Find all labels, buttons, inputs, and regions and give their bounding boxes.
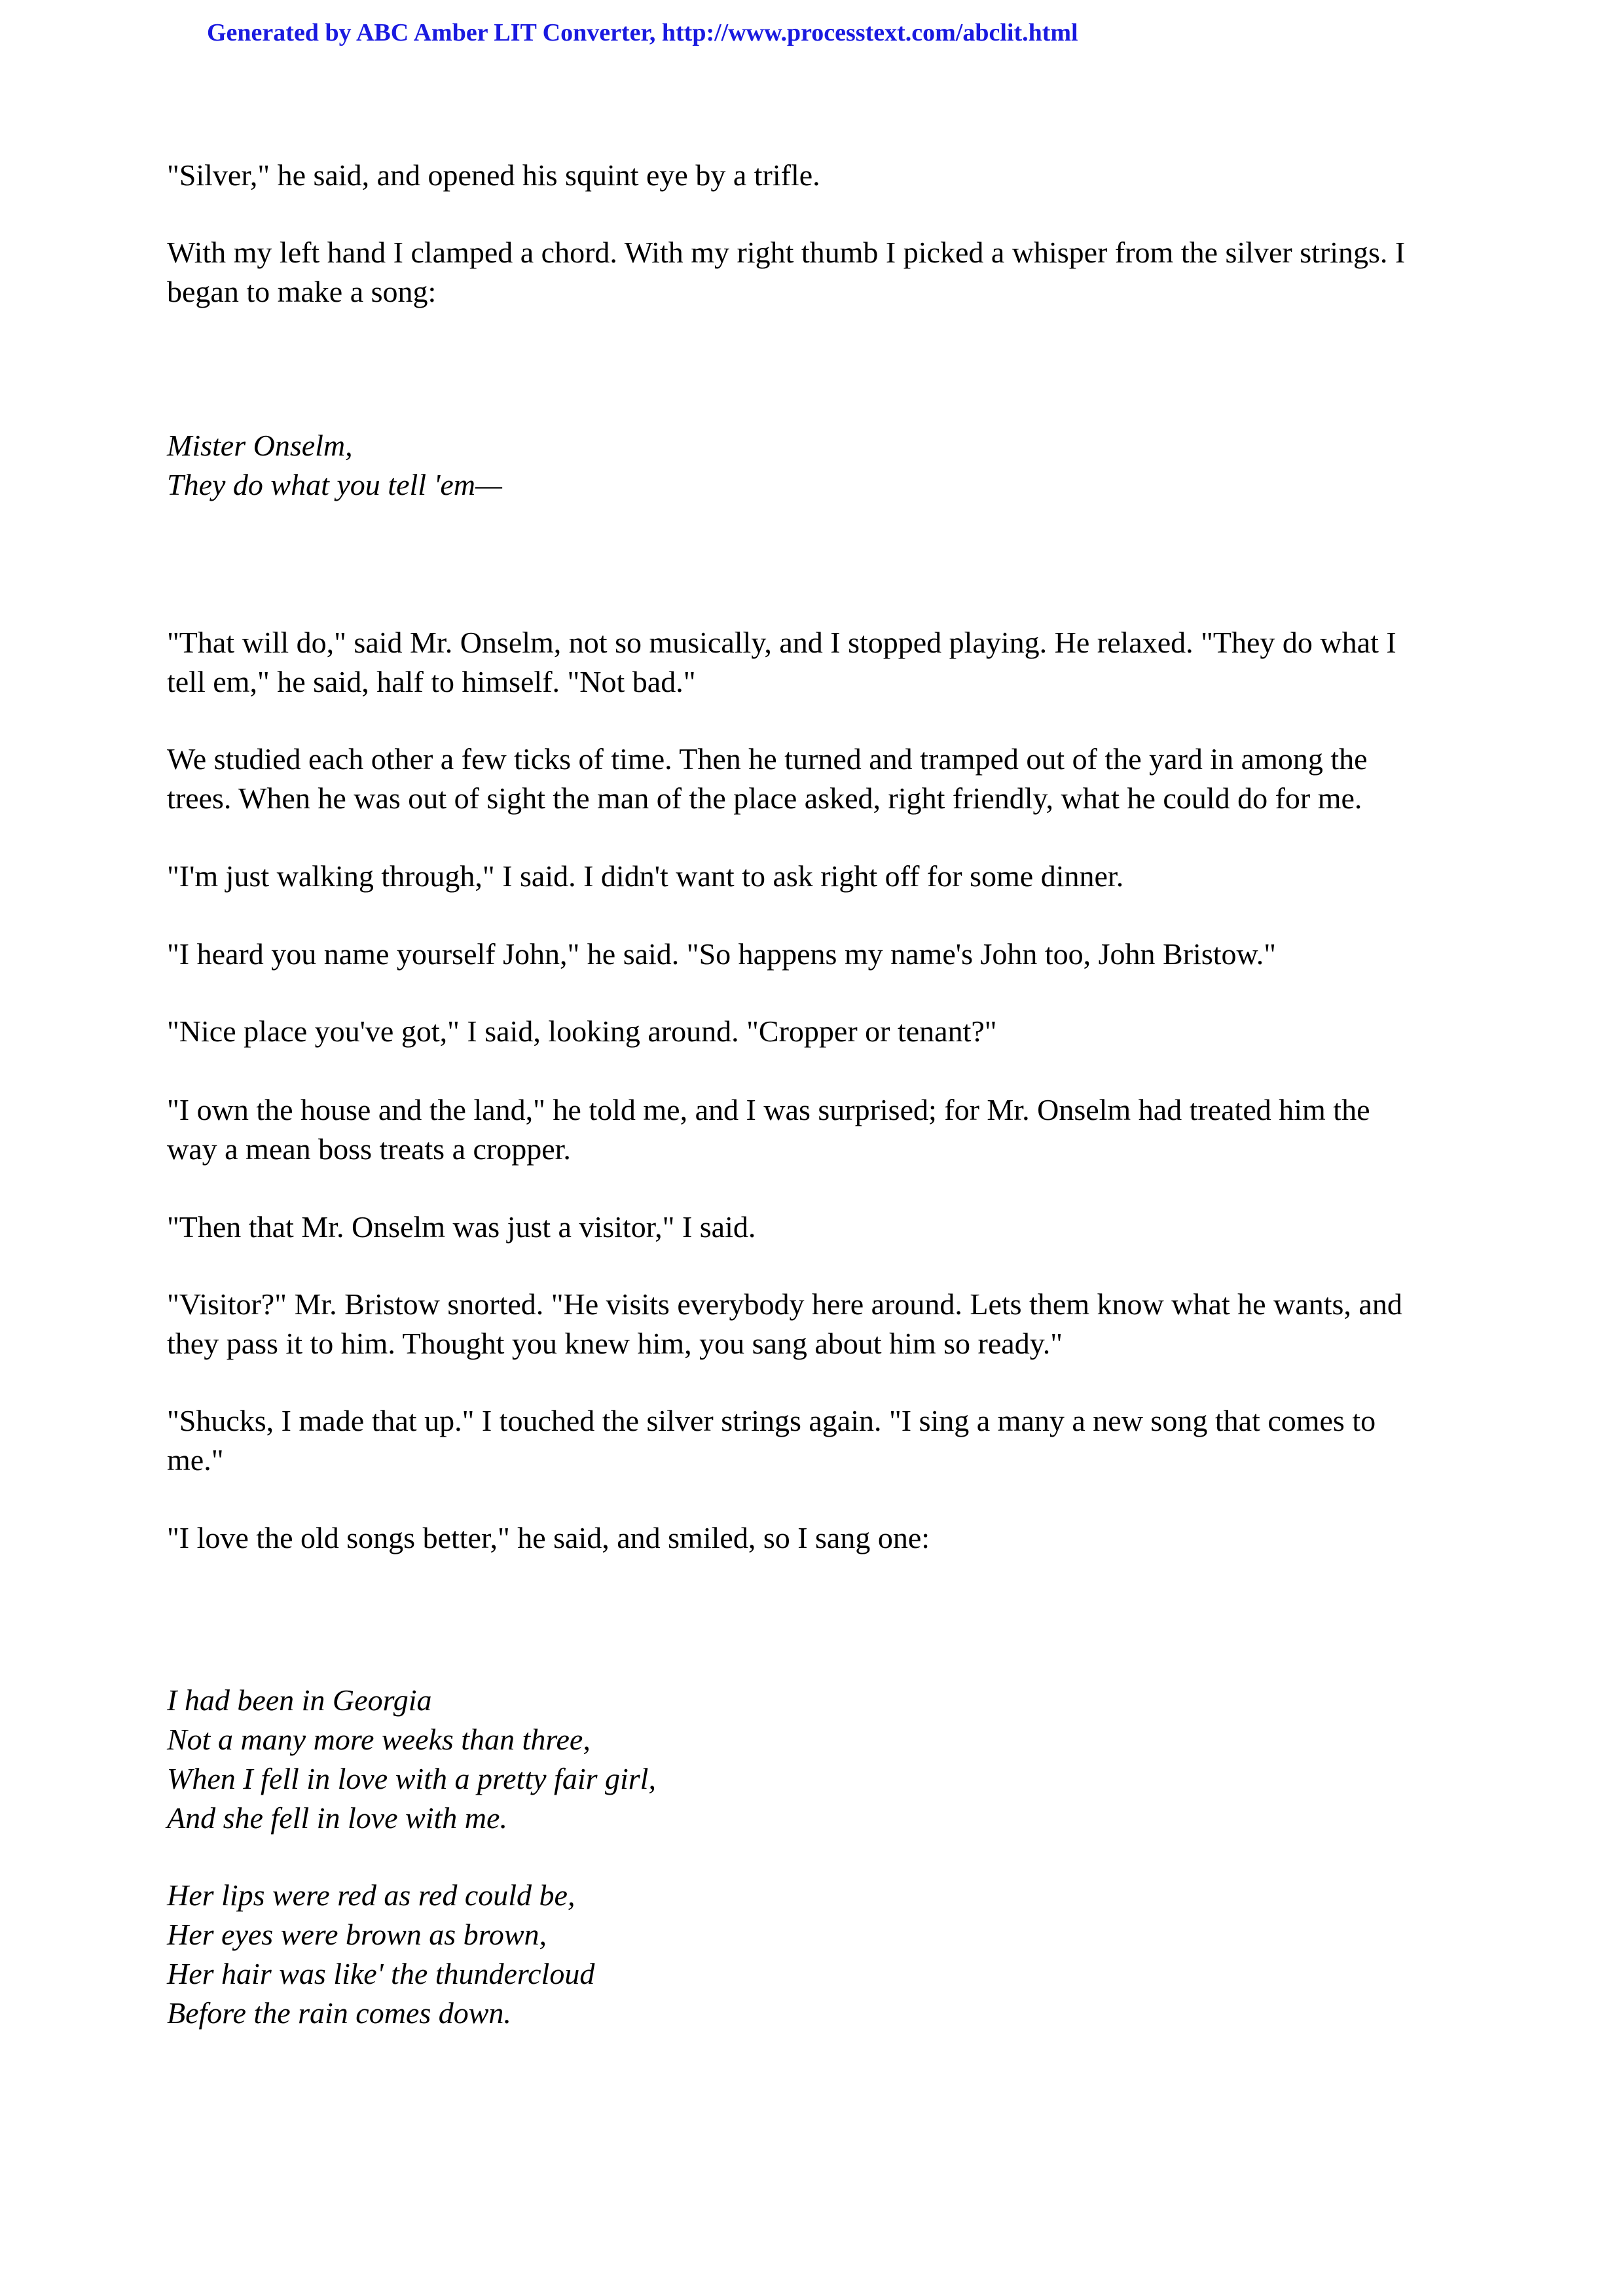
- paragraph-nice-place: "Nice place you've got," I said, looking around. "Cropper or tenant?": [167, 1014, 997, 1048]
- converter-header-link[interactable]: Generated by ABC Amber LIT Converter, http://www.processtext.com/abclit.html: [207, 19, 1078, 46]
- paragraph-chord: With my left hand I clamped a chord. With my right thumb I picked a whisper from the silver strings. I began to make a song:: [167, 236, 1406, 308]
- verse-mister-onselm: Mister Onselm, They do what you tell 'em—: [167, 429, 502, 501]
- paragraph-visits-everybody: "Visitor?" Mr. Bristow snorted. "He visits everybody here around. Lets them know what he wants, and they pass it to him. Thought you knew him, you sang about him so ready.": [167, 1287, 1402, 1360]
- verse-georgia-stanza-1: I had been in Georgia Not a many more weeks than three, When I fell in love with a pretty fair girl, And she fell in love with me.: [167, 1683, 656, 1835]
- paragraph-name-john: "I heard you name yourself John," he said. "So happens my name's John too, John Bristow.": [167, 937, 1277, 971]
- paragraph-studied: We studied each other a few ticks of time. Then he turned and tramped out of the yard in among the trees. When he was out of sight the man of the place asked, right friendly, what he could do for me.: [167, 742, 1368, 815]
- paragraph-made-that-up: "Shucks, I made that up." I touched the silver strings again. "I sing a many a new song that comes to me.": [167, 1404, 1376, 1477]
- paragraph-silver: "Silver," he said, and opened his squint eye by a trifle.: [167, 158, 820, 192]
- paragraph-old-songs: "I love the old songs better," he said, and smiled, so I sang one:: [167, 1521, 930, 1554]
- paragraph-own-house: "I own the house and the land," he told me, and I was surprised; for Mr. Onselm had treated him the way a mean boss treats a cropper.: [167, 1093, 1370, 1166]
- paragraph-visitor: "Then that Mr. Onselm was just a visitor," I said.: [167, 1210, 756, 1244]
- verse-georgia-stanza-2: Her lips were red as red could be, Her eyes were brown as brown, Her hair was like' the thundercloud Before the rain comes down.: [167, 1878, 595, 2030]
- paragraph-walking-through: "I'm just walking through," I said. I didn't want to ask right off for some dinner.: [167, 859, 1124, 893]
- paragraph-that-will-do: "That will do," said Mr. Onselm, not so musically, and I stopped playing. He relaxed. "They do what I tell em," he said, half to himself. "Not bad.": [167, 626, 1396, 698]
